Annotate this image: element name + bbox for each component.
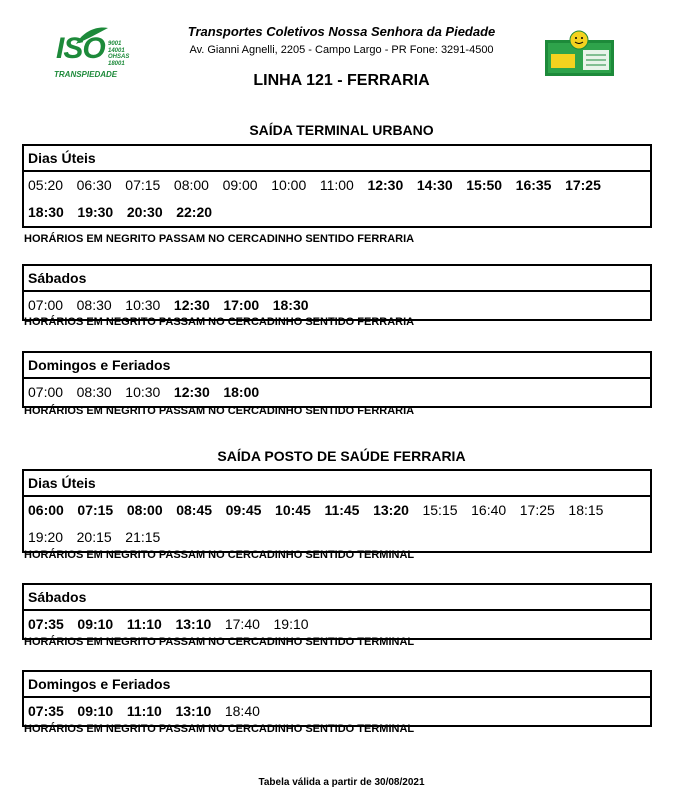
departure-time: 13:20 [373, 502, 409, 518]
schedule-block [22, 670, 652, 727]
departure-time: 19:20 [28, 529, 64, 545]
departure-time: 10:00 [271, 177, 307, 193]
bold-times-note: HORÁRIOS EM NEGRITO PASSAM NO CERCADINHO SENTIDO TERMINAL [24, 636, 415, 648]
departure-time: 21:15 [125, 529, 161, 545]
footer-validity: Tabela válida a partir de 30/08/2021 [258, 777, 425, 788]
departure-time: 22:20 [176, 204, 213, 220]
departure-time: 07:00 [28, 384, 64, 400]
departure-time: 11:10 [126, 616, 162, 632]
schedule-block [22, 583, 652, 640]
bold-times-note: HORÁRIOS EM NEGRITO PASSAM NO CERCADINHO SENTIDO TERMINAL [24, 723, 415, 735]
departure-time: 09:45 [225, 502, 262, 518]
departure-time: 17:40 [224, 616, 260, 632]
departure-times [24, 497, 650, 551]
departure-time: 11:00 [319, 177, 354, 193]
iso-company-name: TRANSPIEDADE [54, 70, 118, 79]
departure-time: 14:30 [416, 177, 453, 193]
departure-time: 20:15 [76, 529, 112, 545]
departure-time: 19:30 [77, 204, 114, 220]
schedule-day-label: Sábados [24, 585, 650, 611]
departure-time: 18:30 [272, 297, 309, 313]
departure-times [24, 292, 650, 319]
departure-time: 15:15 [422, 502, 458, 518]
departure-time: 07:35 [28, 703, 64, 719]
schedule-day-label: Domingos e Feriados [24, 353, 650, 379]
departure-time: 09:10 [77, 703, 114, 719]
departure-time: 08:45 [176, 502, 213, 518]
section-title: SAÍDA POSTO DE SAÚDE FERRARIA [217, 448, 466, 464]
line-title: LINHA 121 - FERRARIA [253, 72, 430, 89]
bold-times-note: HORÁRIOS EM NEGRITO PASSAM NO CERCADINHO SENTIDO TERMINAL [24, 549, 415, 561]
bold-times-note: HORÁRIOS EM NEGRITO PASSAM NO CERCADINHO SENTIDO FERRARIA [24, 316, 415, 328]
departure-time: 07:00 [28, 297, 64, 313]
departure-times [24, 379, 650, 406]
departure-time: 06:30 [76, 177, 112, 193]
schedule-day-label: Sábados [24, 266, 650, 292]
departure-time: 11:10 [126, 703, 162, 719]
departure-time: 12:30 [367, 177, 404, 193]
departure-time: 11:45 [324, 502, 360, 518]
departure-time: 07:15 [77, 502, 114, 518]
departure-times [24, 611, 650, 638]
schedule-day-label: Domingos e Feriados [24, 672, 650, 698]
departure-time: 19:10 [273, 616, 309, 632]
departure-time: 05:20 [28, 177, 64, 193]
departure-time: 07:35 [28, 616, 64, 632]
departure-time: 10:30 [125, 297, 161, 313]
departure-time: 15:50 [466, 177, 503, 193]
departure-times [24, 172, 650, 226]
foundation-logo [543, 30, 616, 78]
iso-mark: ISO [56, 32, 105, 65]
schedule-block [22, 144, 652, 228]
iso-standards: 9001 14001 OHSAS 18001 [108, 41, 130, 67]
schedule-day-label: Dias Úteis [24, 471, 650, 497]
departure-time: 08:30 [76, 297, 112, 313]
bold-times-note: HORÁRIOS EM NEGRITO PASSAM NO CERCADINHO SENTIDO FERRARIA [24, 233, 415, 245]
departure-time: 12:30 [173, 384, 210, 400]
company-name: Transportes Coletivos Nossa Senhora da Piedade [187, 24, 496, 39]
section-title: SAÍDA TERMINAL URBANO [249, 122, 434, 138]
departure-time: 08:00 [126, 502, 163, 518]
schedule-block [22, 469, 652, 553]
schedule-block [22, 351, 652, 408]
departure-time: 08:00 [173, 177, 209, 193]
departure-time: 17:00 [223, 297, 260, 313]
departure-time: 18:40 [224, 703, 260, 719]
departure-time: 12:30 [173, 297, 210, 313]
departure-time: 09:00 [222, 177, 258, 193]
departure-time: 10:30 [125, 384, 161, 400]
departure-time: 18:15 [568, 502, 604, 518]
departure-time: 06:00 [28, 502, 64, 518]
departure-time: 18:00 [223, 384, 260, 400]
departure-time: 17:25 [565, 177, 601, 193]
departure-time: 08:30 [76, 384, 112, 400]
schedule-block [22, 264, 652, 321]
departure-time: 07:15 [125, 177, 161, 193]
departure-time: 13:10 [175, 703, 212, 719]
departure-time: 10:45 [275, 502, 311, 518]
departure-times [24, 698, 650, 725]
departure-time: 13:10 [175, 616, 212, 632]
company-address: Av. Gianni Agnelli, 2205 - Campo Largo - PR Fone: 3291-4500 [189, 44, 494, 56]
departure-time: 16:40 [471, 502, 507, 518]
schedule-day-label: Dias Úteis [24, 146, 650, 172]
foundation-emblem-icon [543, 30, 616, 78]
departure-time: 17:25 [519, 502, 555, 518]
departure-time: 09:10 [77, 616, 114, 632]
bold-times-note: HORÁRIOS EM NEGRITO PASSAM NO CERCADINHO SENTIDO FERRARIA [24, 405, 415, 417]
departure-time: 20:30 [126, 204, 163, 220]
departure-time: 16:35 [515, 177, 552, 193]
departure-time: 18:30 [28, 204, 64, 220]
